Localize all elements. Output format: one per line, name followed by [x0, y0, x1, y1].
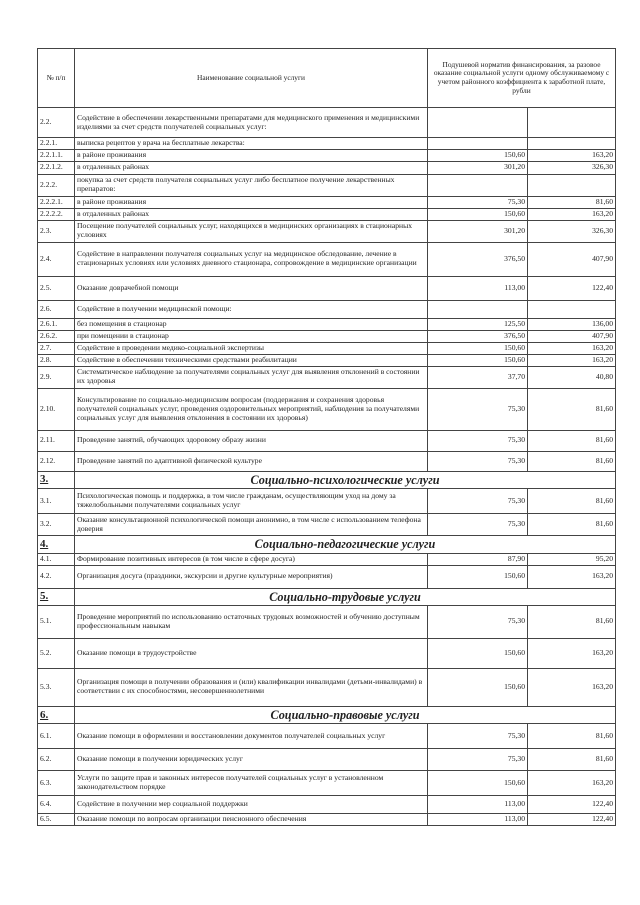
table-row	[38, 318, 616, 330]
norm-value-coefficient: 81,60	[528, 196, 616, 208]
norm-value-coefficient: 122,40	[528, 796, 616, 814]
row-number: 2.6.1.	[38, 318, 75, 330]
table-row	[38, 605, 616, 638]
service-name: Оказание помощи в трудоустройстве	[75, 638, 428, 668]
norm-value-coefficient: 163,20	[528, 668, 616, 706]
norm-value-coefficient: 163,20	[528, 208, 616, 220]
header-service-name: Наименование социальной услуги	[75, 49, 428, 108]
section-title: Социально-педагогические услуги	[75, 536, 616, 553]
service-name: Содействие в получении медицинской помощи:	[75, 300, 428, 318]
norm-value	[428, 174, 528, 196]
header-number: № п/п	[38, 49, 75, 108]
norm-value-coefficient: 407,90	[528, 330, 616, 342]
service-name: Содействие в получении мер социальной поддержки	[75, 796, 428, 814]
row-number: 2.2.1.	[38, 138, 75, 150]
service-name: Содействие в обеспечении лекарственными препаратами для медицинского применения и медицинскими изделиями за счет средств получателей социальных услуг:	[75, 108, 428, 138]
section-header-row	[38, 706, 616, 723]
row-number: 2.12.	[38, 451, 75, 471]
norm-value: 75,30	[428, 605, 528, 638]
row-number: 3.1.	[38, 489, 75, 514]
row-number: 2.2.1.2.	[38, 161, 75, 174]
table-row	[38, 565, 616, 588]
norm-value-coefficient: 136,00	[528, 318, 616, 330]
norm-value: 87,90	[428, 553, 528, 565]
norm-value-coefficient: 122,40	[528, 276, 616, 300]
service-name: без помещения в стационар	[75, 318, 428, 330]
service-name: Проведение мероприятий по использованию остаточных трудовых возможностей и обучению доступным профессиональным навыкам	[75, 605, 428, 638]
norm-value-coefficient: 40,80	[528, 366, 616, 388]
row-number: 2.2.1.1.	[38, 149, 75, 161]
section-number: 6.	[38, 706, 75, 723]
norm-value-coefficient	[528, 108, 616, 138]
section-header-row	[38, 471, 616, 488]
norm-value: 150,60	[428, 638, 528, 668]
service-name: выписка рецептов у врача на бесплатные лекарства:	[75, 138, 428, 150]
norm-value	[428, 138, 528, 150]
service-name: Содействие в проведении медико-социальной экспертизы	[75, 342, 428, 354]
norm-value-coefficient: 326,30	[528, 161, 616, 174]
service-name: Посещение получателей социальных услуг, находящихся в медицинских организациях в стационарных условиях	[75, 220, 428, 242]
table-row	[38, 220, 616, 242]
row-number: 5.2.	[38, 638, 75, 668]
row-number: 2.8.	[38, 354, 75, 366]
table-row	[38, 749, 616, 771]
table-row	[38, 174, 616, 196]
row-number: 5.1.	[38, 605, 75, 638]
table-row	[38, 814, 616, 826]
table-row	[38, 300, 616, 318]
service-name: Организация досуга (праздники, экскурсии и другие культурные мероприятия)	[75, 565, 428, 588]
norm-value: 125,50	[428, 318, 528, 330]
row-number: 3.2.	[38, 514, 75, 536]
row-number: 2.2.	[38, 108, 75, 138]
norm-value: 150,60	[428, 565, 528, 588]
table-row	[38, 638, 616, 668]
row-number: 2.6.	[38, 300, 75, 318]
norm-value: 75,30	[428, 430, 528, 451]
table-row	[38, 161, 616, 174]
norm-value	[428, 108, 528, 138]
service-name: Организация помощи в получении образования и (или) квалификации инвалидами (детьми-инвалидами) в соответствии с их способностями, несовершеннолетними	[75, 668, 428, 706]
header-funding-norm: Подушевой норматив финансирования, за разовое оказание социальной услуги одному обслуживаемому с учетом районного коэффициента к заработной плате, рубли	[428, 49, 616, 108]
norm-value: 150,60	[428, 354, 528, 366]
service-name: Оказание помощи по вопросам организации пенсионного обеспечения	[75, 814, 428, 826]
table-row	[38, 796, 616, 814]
service-name: Проведение занятий, обучающих здоровому образу жизни	[75, 430, 428, 451]
norm-value: 75,30	[428, 514, 528, 536]
norm-value: 75,30	[428, 724, 528, 749]
service-name: Содействие в обеспечении техническими средствами реабилитации	[75, 354, 428, 366]
service-name: Услуги по защите прав и законных интересов получателей социальных услуг в установленном законодательством порядке	[75, 771, 428, 796]
section-title: Социально-трудовые услуги	[75, 588, 616, 605]
norm-value: 376,50	[428, 330, 528, 342]
service-name: Систематическое наблюдение за получателями социальных услуг для выявления отклонений в состоянии их здоровья	[75, 366, 428, 388]
norm-value: 75,30	[428, 451, 528, 471]
norm-value-coefficient: 81,60	[528, 724, 616, 749]
table-row	[38, 108, 616, 138]
norm-value: 75,30	[428, 388, 528, 430]
service-name: при помещении в стационар	[75, 330, 428, 342]
service-name: покупка за счет средств получателя социальных услуг либо бесплатное получение лекарственных препаратов:	[75, 174, 428, 196]
service-name: в районе проживания	[75, 149, 428, 161]
row-number: 6.3.	[38, 771, 75, 796]
table-row	[38, 149, 616, 161]
service-name: Консультирование по социально-медицинским вопросам (поддержания и сохранения здоровья получателей социальных услуг, проведения оздоровительных мероприятий, наблюдения за получателями социальных услуг для выявления отклонения в состоянии их здоровья)	[75, 388, 428, 430]
service-name: Проведение занятий по адаптивной физической культуре	[75, 451, 428, 471]
norm-value: 150,60	[428, 208, 528, 220]
section-header-row	[38, 588, 616, 605]
table-row	[38, 354, 616, 366]
norm-value-coefficient: 81,60	[528, 388, 616, 430]
row-number: 2.2.2.2.	[38, 208, 75, 220]
service-name: Оказание помощи в получении юридических услуг	[75, 749, 428, 771]
row-number: 2.4.	[38, 242, 75, 276]
table-row	[38, 489, 616, 514]
table-row	[38, 514, 616, 536]
row-number: 2.11.	[38, 430, 75, 451]
table-row	[38, 668, 616, 706]
table-row	[38, 388, 616, 430]
row-number: 2.9.	[38, 366, 75, 388]
service-name: Формирование позитивных интересов (в том числе в сфере досуга)	[75, 553, 428, 565]
norm-value-coefficient: 407,90	[528, 242, 616, 276]
table-row	[38, 771, 616, 796]
norm-value: 113,00	[428, 814, 528, 826]
section-number: 3.	[38, 471, 75, 488]
row-number: 6.4.	[38, 796, 75, 814]
norm-value-coefficient: 163,20	[528, 354, 616, 366]
section-header-row	[38, 536, 616, 553]
norm-value: 37,70	[428, 366, 528, 388]
table-header-row	[38, 49, 616, 108]
norm-value: 150,60	[428, 149, 528, 161]
row-number: 6.1.	[38, 724, 75, 749]
norm-value-coefficient: 163,20	[528, 638, 616, 668]
norm-value-coefficient: 81,60	[528, 514, 616, 536]
norm-value: 113,00	[428, 796, 528, 814]
row-number: 2.5.	[38, 276, 75, 300]
norm-value: 75,30	[428, 749, 528, 771]
service-name: Оказание консультационной психологической помощи анонимно, в том числе с использованием телефона доверия	[75, 514, 428, 536]
norm-value-coefficient: 163,20	[528, 565, 616, 588]
norm-value: 150,60	[428, 668, 528, 706]
norm-value	[428, 300, 528, 318]
row-number: 2.10.	[38, 388, 75, 430]
service-name: в районе проживания	[75, 196, 428, 208]
table-row	[38, 208, 616, 220]
row-number: 2.2.2.	[38, 174, 75, 196]
table-row	[38, 196, 616, 208]
table-row	[38, 242, 616, 276]
norm-value: 75,30	[428, 489, 528, 514]
row-number: 5.3.	[38, 668, 75, 706]
norm-value-coefficient: 81,60	[528, 451, 616, 471]
section-number: 5.	[38, 588, 75, 605]
norm-value-coefficient: 81,60	[528, 489, 616, 514]
norm-value: 301,20	[428, 161, 528, 174]
norm-value-coefficient: 122,40	[528, 814, 616, 826]
norm-value: 376,50	[428, 242, 528, 276]
table-row	[38, 342, 616, 354]
section-title: Социально-правовые услуги	[75, 706, 616, 723]
norm-value: 150,60	[428, 771, 528, 796]
table-row	[38, 276, 616, 300]
row-number: 6.5.	[38, 814, 75, 826]
service-name: Оказание помощи в оформлении и восстановлении документов получателей социальных услуг	[75, 724, 428, 749]
section-title: Социально-психологические услуги	[75, 471, 616, 488]
row-number: 4.2.	[38, 565, 75, 588]
norm-value: 113,00	[428, 276, 528, 300]
norm-value-coefficient: 81,60	[528, 749, 616, 771]
table-row	[38, 724, 616, 749]
norm-value: 301,20	[428, 220, 528, 242]
norm-value: 150,60	[428, 342, 528, 354]
row-number: 2.2.2.1.	[38, 196, 75, 208]
services-cost-table	[37, 48, 616, 826]
table-row	[38, 138, 616, 150]
row-number: 6.2.	[38, 749, 75, 771]
norm-value-coefficient	[528, 174, 616, 196]
norm-value-coefficient: 326,30	[528, 220, 616, 242]
table-row	[38, 330, 616, 342]
norm-value-coefficient: 163,20	[528, 771, 616, 796]
row-number: 2.6.2.	[38, 330, 75, 342]
table-row	[38, 366, 616, 388]
norm-value-coefficient	[528, 300, 616, 318]
norm-value: 75,30	[428, 196, 528, 208]
norm-value-coefficient: 81,60	[528, 430, 616, 451]
table-row	[38, 451, 616, 471]
service-name: в отдаленных районах	[75, 208, 428, 220]
service-name: Оказание доврачебной помощи	[75, 276, 428, 300]
norm-value-coefficient	[528, 138, 616, 150]
service-name: Содействие в направлении получателя социальных услуг на медицинское обследование, лечение в стационарных условиях или условиях дневного стационара, сопровождение в медицинские организации	[75, 242, 428, 276]
row-number: 4.1.	[38, 553, 75, 565]
norm-value-coefficient: 163,20	[528, 149, 616, 161]
service-name: Психологическая помощь и поддержка, в том числе гражданам, осуществляющим уход на дому за тяжелобольными получателями социальных услуг	[75, 489, 428, 514]
norm-value-coefficient: 95,20	[528, 553, 616, 565]
table-row	[38, 430, 616, 451]
row-number: 2.7.	[38, 342, 75, 354]
norm-value-coefficient: 81,60	[528, 605, 616, 638]
section-number: 4.	[38, 536, 75, 553]
norm-value-coefficient: 163,20	[528, 342, 616, 354]
table-row	[38, 553, 616, 565]
row-number: 2.3.	[38, 220, 75, 242]
service-name: в отдаленных районах	[75, 161, 428, 174]
